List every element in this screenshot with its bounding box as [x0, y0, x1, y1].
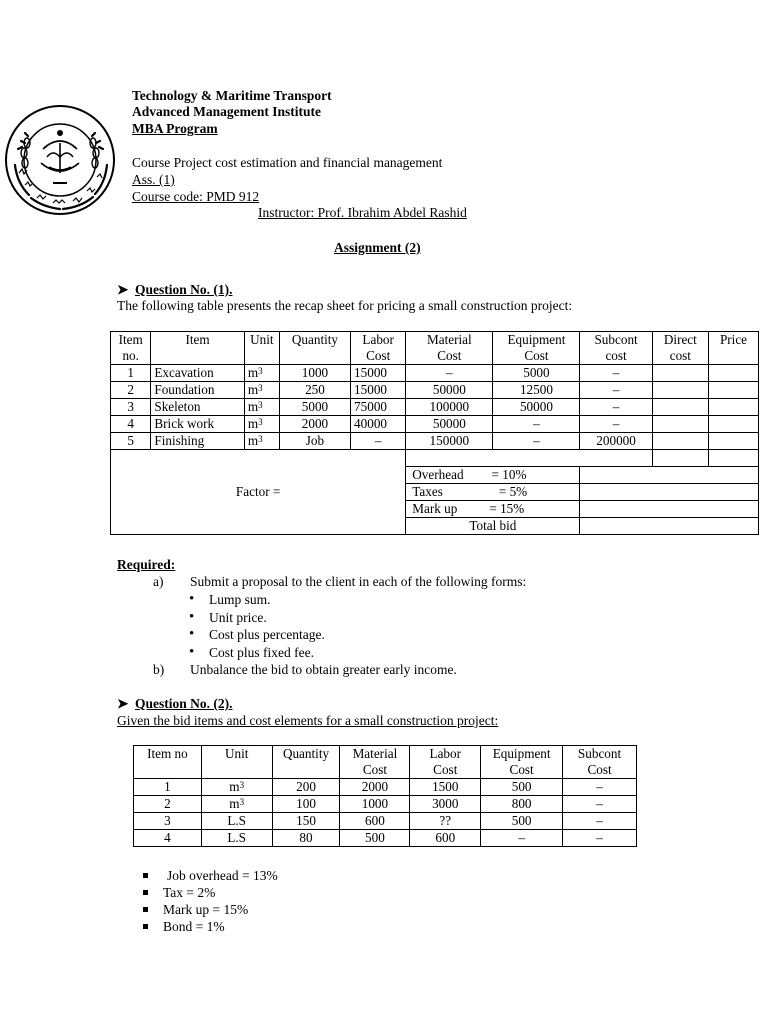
list-item: Bond = 1%	[137, 918, 278, 935]
cell: 2	[134, 796, 202, 813]
cell: 40000	[351, 416, 406, 433]
cell: 4	[111, 416, 151, 433]
cell: Skeleton	[151, 399, 244, 416]
cell: 150000	[406, 433, 493, 450]
table-header-row	[111, 332, 759, 365]
cell: L.S	[201, 813, 272, 830]
cell: 800	[481, 796, 563, 813]
table-row	[111, 365, 759, 382]
cell: 500	[481, 779, 563, 796]
cell: –	[563, 796, 637, 813]
list-item: • Lump sum.	[187, 591, 325, 609]
cell: 1	[134, 779, 202, 796]
cell: 100	[272, 796, 340, 813]
cell	[709, 450, 759, 467]
cell: $m^3$	[244, 433, 279, 450]
col-header-material-cost: Material Cost	[340, 746, 410, 779]
factor-label: Factor =	[235, 484, 281, 499]
arrow-bullet-icon: ➤	[117, 282, 129, 297]
table-row	[134, 813, 637, 830]
org-name-line1: Technology & Maritime Transport	[132, 88, 332, 103]
cell: Brick work	[151, 416, 244, 433]
cell: 600	[340, 813, 410, 830]
course-title: Course Project cost estimation and financial management	[132, 155, 443, 170]
total-bid-cell: Total bid	[406, 518, 580, 535]
table-row	[134, 830, 637, 847]
cell: 1500	[410, 779, 481, 796]
cell: 100000	[406, 399, 493, 416]
cell: 50000	[493, 399, 580, 416]
col-header-unit: Unit	[201, 746, 272, 779]
cell: L.S	[201, 830, 272, 847]
table-row	[134, 796, 637, 813]
cell: 2000	[279, 416, 350, 433]
assignment-title: Assignment (2)	[334, 240, 421, 255]
cell: 600	[410, 830, 481, 847]
required-b-prefix: b)	[153, 662, 165, 677]
cell: –	[580, 416, 652, 433]
cell: –	[351, 433, 406, 450]
cell: 250	[279, 382, 350, 399]
cell: 1	[111, 365, 151, 382]
list-item: Job overhead = 13%	[137, 867, 278, 884]
institute-seal-logo	[3, 103, 117, 217]
cell: –	[580, 399, 652, 416]
cell	[709, 433, 759, 450]
col-header-equipment-cost: Equipment Cost	[493, 332, 580, 365]
factor-cell	[111, 450, 406, 535]
cell	[709, 399, 759, 416]
cell: 50000	[406, 416, 493, 433]
question-1-intro: The following table presents the recap sheet for pricing a small construction project:	[117, 298, 573, 313]
cell: 500	[340, 830, 410, 847]
cell: Finishing	[151, 433, 244, 450]
instructor-name: Instructor: Prof. Ibrahim Abdel Rashid	[258, 205, 467, 220]
cell: 50000	[406, 382, 493, 399]
cell	[652, 416, 708, 433]
table-row	[134, 779, 637, 796]
recap-sheet-table	[110, 331, 759, 535]
cell	[652, 382, 708, 399]
col-header-labor-cost: Labor Cost	[351, 332, 406, 365]
col-header-unit: Unit	[244, 332, 279, 365]
col-header-item-no: Item no.	[111, 332, 151, 365]
cost-factors-list	[137, 867, 278, 935]
course-code-text: Course code: PMD 912	[132, 189, 260, 204]
cell: 4	[134, 830, 202, 847]
question-1-title-text: Question No. (1).	[135, 282, 233, 297]
seal-icon	[3, 103, 117, 217]
bid-items-table	[133, 745, 637, 847]
cell: 5	[111, 433, 151, 450]
cell: $m^3$	[201, 796, 272, 813]
cell: 3000	[410, 796, 481, 813]
cell: Job	[279, 433, 350, 450]
cell: 15000	[351, 382, 406, 399]
proposal-forms-list	[187, 591, 325, 661]
col-header-subcont-cost: Subcont cost	[580, 332, 652, 365]
cell: 200	[272, 779, 340, 796]
cell: 200000	[580, 433, 652, 450]
col-header-quantity: Quantity	[279, 332, 350, 365]
cell: 2000	[340, 779, 410, 796]
markup-cell: Mark up = 15%	[406, 501, 580, 518]
assignment-number: Ass. (1)	[132, 172, 175, 187]
cell: 1000	[340, 796, 410, 813]
col-header-equipment-cost: Equipment Cost	[481, 746, 563, 779]
col-header-item-no: Item no	[134, 746, 202, 779]
cell	[709, 382, 759, 399]
cell: 12500	[493, 382, 580, 399]
cell: –	[493, 416, 580, 433]
list-item: Tax = 2%	[137, 884, 278, 901]
cell: ??	[410, 813, 481, 830]
required-a-prefix: a)	[153, 574, 164, 589]
cell: –	[481, 830, 563, 847]
cell: 3	[134, 813, 202, 830]
question-2-title	[117, 696, 233, 713]
table-row	[111, 382, 759, 399]
course-code	[132, 189, 374, 206]
cell: Excavation	[151, 365, 244, 382]
question-1-title	[117, 282, 233, 299]
cell: 500	[481, 813, 563, 830]
question-2-title-text: Question No. (2).	[135, 696, 233, 711]
taxes-cell: Taxes = 5%	[406, 484, 580, 501]
overhead-value-cell	[580, 467, 759, 484]
cell: Foundation	[151, 382, 244, 399]
cell: –	[493, 433, 580, 450]
list-item: • Unit price.	[187, 609, 325, 627]
arrow-bullet-icon: ➤	[117, 696, 129, 711]
table-header-row	[134, 746, 637, 779]
table-row	[111, 416, 759, 433]
cell: 1000	[279, 365, 350, 382]
cell	[652, 433, 708, 450]
cell: 3	[111, 399, 151, 416]
table-blank-row	[111, 450, 759, 467]
markup-value-cell	[580, 501, 759, 518]
cell: –	[580, 365, 652, 382]
overhead-cell: Overhead = 10%	[406, 467, 580, 484]
taxes-value-cell	[580, 484, 759, 501]
cell	[652, 365, 708, 382]
cell	[652, 399, 708, 416]
cell	[652, 450, 708, 467]
cell: –	[406, 365, 493, 382]
cell: 2	[111, 382, 151, 399]
cell: $m^3$	[201, 779, 272, 796]
cell	[709, 365, 759, 382]
table-row	[111, 399, 759, 416]
required-a: Submit a proposal to the client in each of the following forms:	[190, 574, 527, 589]
cell: $m^3$	[244, 399, 279, 416]
list-item: • Cost plus fixed fee.	[187, 644, 325, 662]
cell: $m^3$	[244, 416, 279, 433]
cell: 150	[272, 813, 340, 830]
cell: $m^3$	[244, 382, 279, 399]
program-name: MBA Program	[132, 121, 218, 136]
cell: 5000	[279, 399, 350, 416]
col-header-item: Item	[151, 332, 244, 365]
cell: –	[563, 813, 637, 830]
org-name-line2: Advanced Management Institute	[132, 104, 321, 119]
cell: 5000	[493, 365, 580, 382]
cell	[406, 450, 652, 467]
list-item: Mark up = 15%	[137, 901, 278, 918]
cell: –	[580, 382, 652, 399]
col-header-subcont-cost: Subcont Cost	[563, 746, 637, 779]
question-2-intro: Given the bid items and cost elements for a small construction project:	[117, 713, 499, 728]
required-b: Unbalance the bid to obtain greater early income.	[190, 662, 457, 677]
col-header-price: Price	[709, 332, 759, 365]
cell: –	[563, 830, 637, 847]
total-bid-value-cell	[580, 518, 759, 535]
cell: 80	[272, 830, 340, 847]
cell: 15000	[351, 365, 406, 382]
table-row	[111, 433, 759, 450]
cell: –	[563, 779, 637, 796]
col-header-material-cost: Material Cost	[406, 332, 493, 365]
col-header-labor-cost: Labor Cost	[410, 746, 481, 779]
list-item: • Cost plus percentage.	[187, 626, 325, 644]
col-header-direct-cost: Direct cost	[652, 332, 708, 365]
cell	[709, 416, 759, 433]
cell: $m^3$	[244, 365, 279, 382]
required-label: Required:	[117, 557, 176, 572]
col-header-quantity: Quantity	[272, 746, 340, 779]
cell: 75000	[351, 399, 406, 416]
